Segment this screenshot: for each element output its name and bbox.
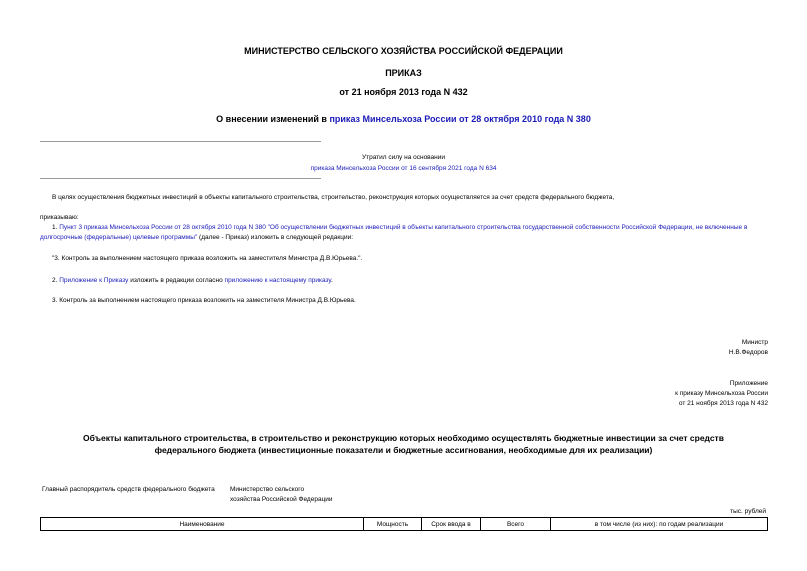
order-word: приказываю: xyxy=(40,214,79,221)
item-2-link-order-appendix[interactable]: приложению к настоящему приказу xyxy=(224,277,332,284)
item-1-suffix: (далее - Приказ) изложить в следующей редакции: xyxy=(197,234,354,241)
divider-bottom xyxy=(40,178,321,179)
doc-title-link[interactable]: приказ Минсельхоза России от 28 октября 2010 года N 380 xyxy=(329,114,591,124)
units-label: тыс. рублей xyxy=(730,508,766,515)
item-1 xyxy=(40,223,770,243)
signature-position: Министр xyxy=(741,339,768,346)
signature-name: Н.В.Федоров xyxy=(728,349,768,356)
col-capacity-header: Мощность xyxy=(364,518,422,531)
distributor-value-line-1: Министерство сельского xyxy=(230,486,305,493)
appendix-label: Приложение xyxy=(729,380,768,387)
item-1-link[interactable]: Пункт 3 приказа Минсельхоза России от 28 октября 2010 года N 380 "Об осуществлении бюджетных инвестиций в объекты капитального строительства государственной собственности Российской Федерации, не включенные в долгосрочные (федеральные) целевые программы" xyxy=(40,224,748,241)
divider-top xyxy=(40,141,321,142)
distributor-label: Главный распорядитель средств федерального бюджета xyxy=(42,486,215,493)
appendix-title-line-2: федерального бюджета (инвестиционные показатели и бюджетные ассигнования, необходимые для их реализации) xyxy=(154,445,653,455)
quote-paragraph: "3. Контроль за выполнением настоящего приказа возложить на заместителя Министра Д.В.Юрьева.". xyxy=(52,255,363,262)
distributor-value-line-2: хозяйства Российской Федерации xyxy=(230,496,333,503)
appendix-title-line-1: Объекты капитального строительства, в строительство и реконструкцию которых необходимо осуществлять бюджетные инвестиции за счет средств xyxy=(83,433,724,443)
doc-title-prefix: О внесении изменений в xyxy=(216,114,330,124)
col-name-header: Наименование xyxy=(41,518,364,531)
item-2-link-appendix[interactable]: Приложение к Приказу xyxy=(59,277,129,284)
objects-table xyxy=(40,517,768,531)
item-2-number: 2. xyxy=(52,277,60,284)
doc-title xyxy=(0,114,807,124)
col-total-header: Всего xyxy=(481,518,551,531)
appendix-order-ref: к приказу Минсельхоза России xyxy=(675,390,768,397)
item-3: 3. Контроль за выполнением настоящего приказа возложить на заместителя Министра Д.В.Юрьева. xyxy=(52,297,356,304)
validity-link[interactable]: приказа Минсельхоза России от 16 сентября 2021 года N 634 xyxy=(310,165,497,172)
appendix-title xyxy=(0,432,807,456)
intro-paragraph: В целях осуществления бюджетных инвестиций в объекты капитального строительства, строительство, реконструкция которых осуществляется за счет средств федерального бюджета, xyxy=(52,194,615,201)
col-commission-header: Срок ввода в xyxy=(422,518,481,531)
ministry-heading: МИНИСТЕРСТВО СЕЛЬСКОГО ХОЗЯЙСТВА РОССИЙСКОЙ ФЕДЕРАЦИИ xyxy=(244,46,563,56)
item-2 xyxy=(52,276,333,286)
validity-note: Утратил силу на основании xyxy=(361,154,446,161)
appendix-date: от 21 ноября 2013 года N 432 xyxy=(678,400,768,407)
item-2-end: . xyxy=(331,277,333,284)
doc-type-heading: ПРИКАЗ xyxy=(385,68,422,78)
item-2-mid: изложить в редакции согласно xyxy=(128,277,225,284)
table-header-row xyxy=(41,518,768,531)
col-years-header: в том числе (из них): по годам реализации xyxy=(551,518,768,531)
distributor-value xyxy=(230,485,333,505)
item-1-number: 1. xyxy=(52,224,60,231)
doc-date-number: от 21 ноября 2013 года N 432 xyxy=(339,87,468,97)
